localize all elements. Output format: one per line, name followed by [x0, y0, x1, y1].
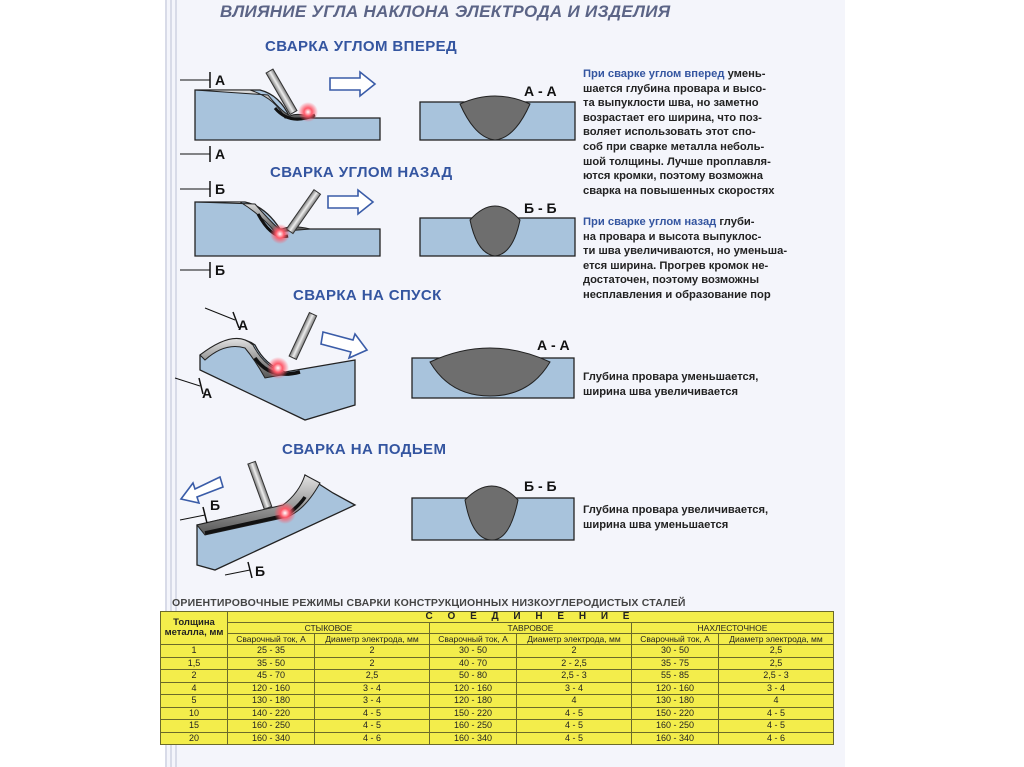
table-cell: 4 - 5 [517, 707, 632, 720]
table-cell: 30 - 50 [429, 645, 516, 658]
description-line: ти шва увеличиваются, но уменьша- [583, 245, 788, 258]
table-cell: 4 - 5 [517, 720, 632, 733]
table-cell: 160 - 340 [228, 732, 315, 745]
page-title: ВЛИЯНИЕ УГЛА НАКЛОНА ЭЛЕКТРОДА И ИЗДЕЛИЯ [220, 2, 671, 21]
table-title: ОРИЕНТИРОВОЧНЫЕ РЕЖИМЫ СВАРКИ КОНСТРУКЦИОННЫХ НИЗКОУГЛЕРОДИСТЫХ СТАЛЕЙ [172, 597, 686, 609]
table-cell: 120 - 160 [631, 682, 718, 695]
description-line: ширина шва увеличивается [583, 385, 739, 398]
table-cell: 4 - 5 [517, 732, 632, 745]
table-cell: 150 - 220 [631, 707, 718, 720]
cut-mark-top-downhill: А [238, 317, 249, 333]
cut-mark-top-uphill: Б [210, 497, 221, 513]
table-row [161, 645, 834, 658]
thickness-header: Толщина металла, мм [161, 612, 228, 645]
table-cell: 150 - 220 [429, 707, 516, 720]
table-cell: 4 - 5 [315, 720, 430, 733]
table-cell: 140 - 220 [228, 707, 315, 720]
table-cell: 4 [517, 695, 632, 708]
description-line: сварка на повышенных скоростях [583, 184, 775, 197]
table-cell: 2 [315, 645, 430, 658]
current-header: Сварочный ток, А [228, 634, 315, 645]
description-backward-lead: При сварке углом назад [583, 216, 717, 228]
table-cell-thickness: 20 [161, 732, 228, 745]
current-header: Сварочный ток, А [429, 634, 516, 645]
joint-tee: ТАВРОВОЕ [429, 623, 631, 634]
description-forward-lead: При сварке углом вперед [583, 68, 725, 80]
description-line: возрастает его ширина, что поз- [583, 111, 762, 124]
table-cell-thickness: 15 [161, 720, 228, 733]
description-line: шается глубина провара и высо- [583, 82, 766, 95]
table-cell: 3 - 4 [719, 682, 834, 695]
table-cell-thickness: 5 [161, 695, 228, 708]
diameter-header: Диаметр электрода, мм [719, 634, 834, 645]
cut-label-uphill: Б - Б [524, 478, 557, 494]
description-line: соб при сварке металла неболь- [583, 140, 765, 153]
table-cell: 50 - 80 [429, 670, 516, 683]
table-cell: 4 - 6 [315, 732, 430, 745]
description-line: та выпуклости шва, но заметно [583, 97, 759, 110]
table-cell: 160 - 340 [429, 732, 516, 745]
table-row [161, 695, 834, 708]
table-cell: 3 - 4 [315, 682, 430, 695]
cut-mark-bottom-uphill: Б [255, 563, 266, 579]
description-forward [583, 67, 843, 198]
table-cell: 2,5 - 3 [517, 670, 632, 683]
description-line: Глубина провара уменьшается, [583, 371, 759, 383]
table-row [161, 657, 834, 670]
table-cell: 4 - 5 [719, 707, 834, 720]
table-cell: 120 - 160 [429, 682, 516, 695]
table-cell: 2 - 2,5 [517, 657, 632, 670]
diameter-header: Диаметр электрода, мм [315, 634, 430, 645]
description-line: ется ширина. Прогрев кромок не- [583, 259, 769, 272]
table-cell: 2 [517, 645, 632, 658]
description-line: воляет использовать этот спо- [583, 126, 756, 139]
description-line: шой толщины. Лучше проплавля- [583, 155, 771, 168]
heading-downhill: СВАРКА НА СПУСК [293, 287, 442, 304]
table-row [161, 707, 834, 720]
description-line: на провара и высота выпуклос- [583, 230, 762, 243]
description-line: Глубина провара увеличивается, [583, 504, 769, 516]
diameter-header: Диаметр электрода, мм [517, 634, 632, 645]
joint-lap: НАХЛЕСТОЧНОЕ [631, 623, 833, 634]
table-cell-thickness: 10 [161, 707, 228, 720]
cut-mark-bottom-forward: А [215, 146, 226, 162]
table-cell: 160 - 340 [631, 732, 718, 745]
table-cell: 4 - 6 [719, 732, 834, 745]
description-downhill [583, 370, 843, 399]
cut-label-forward: А - А [524, 83, 557, 99]
table-cell: 4 - 5 [315, 707, 430, 720]
table-cell: 130 - 180 [631, 695, 718, 708]
cut-mark-bottom-backward: Б [215, 262, 226, 278]
table-cell-thickness: 1,5 [161, 657, 228, 670]
description-line: достаточен, поэтому возможны [583, 274, 759, 287]
joint-butt: СТЫКОВОЕ [228, 623, 430, 634]
description-line: умень- [727, 68, 766, 80]
table-cell: 4 - 5 [719, 720, 834, 733]
table-cell: 2,5 [719, 657, 834, 670]
table-cell-thickness: 1 [161, 645, 228, 658]
description-line: глуби- [719, 216, 755, 228]
cut-label-downhill: А - А [537, 337, 570, 353]
table-cell: 160 - 250 [429, 720, 516, 733]
cut-mark-top-backward: Б [215, 181, 226, 197]
diagram-downhill [175, 300, 395, 430]
table-cell-thickness: 4 [161, 682, 228, 695]
table-cell: 30 - 50 [631, 645, 718, 658]
joint-header: С О Е Д И Н Е Н И Е [228, 612, 834, 623]
table-row [161, 682, 834, 695]
table-cell: 55 - 85 [631, 670, 718, 683]
diagram-uphill [175, 455, 375, 585]
diagram-backward [180, 184, 390, 284]
description-line: ются кромки, поэтому возможна [583, 170, 763, 183]
table-row [161, 732, 834, 745]
table-cell: 120 - 180 [429, 695, 516, 708]
cut-mark-bottom-downhill: А [202, 385, 213, 401]
table-cell: 25 - 35 [228, 645, 315, 658]
table-cell: 3 - 4 [315, 695, 430, 708]
table-row [161, 670, 834, 683]
table-cell: 2,5 [719, 645, 834, 658]
description-line: ширина шва уменьшается [583, 518, 729, 531]
cut-mark-top-forward: А [215, 72, 226, 88]
heading-uphill: СВАРКА НА ПОДЬЕМ [282, 441, 447, 458]
heading-backward: СВАРКА УГЛОМ НАЗАД [270, 164, 453, 181]
table-cell: 40 - 70 [429, 657, 516, 670]
table-cell: 35 - 50 [228, 657, 315, 670]
table-cell: 4 [719, 695, 834, 708]
table-cell: 2 [315, 657, 430, 670]
table-cell: 160 - 250 [631, 720, 718, 733]
table-cell: 120 - 160 [228, 682, 315, 695]
table-cell: 130 - 180 [228, 695, 315, 708]
table-cell: 160 - 250 [228, 720, 315, 733]
table-cell-thickness: 2 [161, 670, 228, 683]
welding-modes-table [160, 611, 834, 745]
description-backward [583, 215, 843, 303]
heading-forward: СВАРКА УГЛОМ ВПЕРЕД [265, 38, 458, 55]
description-line: несплавления и образование пор [583, 288, 771, 301]
table-cell: 2,5 - 3 [719, 670, 834, 683]
table-cell: 3 - 4 [517, 682, 632, 695]
current-header: Сварочный ток, А [631, 634, 718, 645]
table-row [161, 720, 834, 733]
description-uphill [583, 503, 843, 532]
table-cell: 2,5 [315, 670, 430, 683]
table-cell: 35 - 75 [631, 657, 718, 670]
diagram-forward [180, 60, 390, 170]
table-cell: 45 - 70 [228, 670, 315, 683]
cut-label-backward: Б - Б [524, 200, 557, 216]
